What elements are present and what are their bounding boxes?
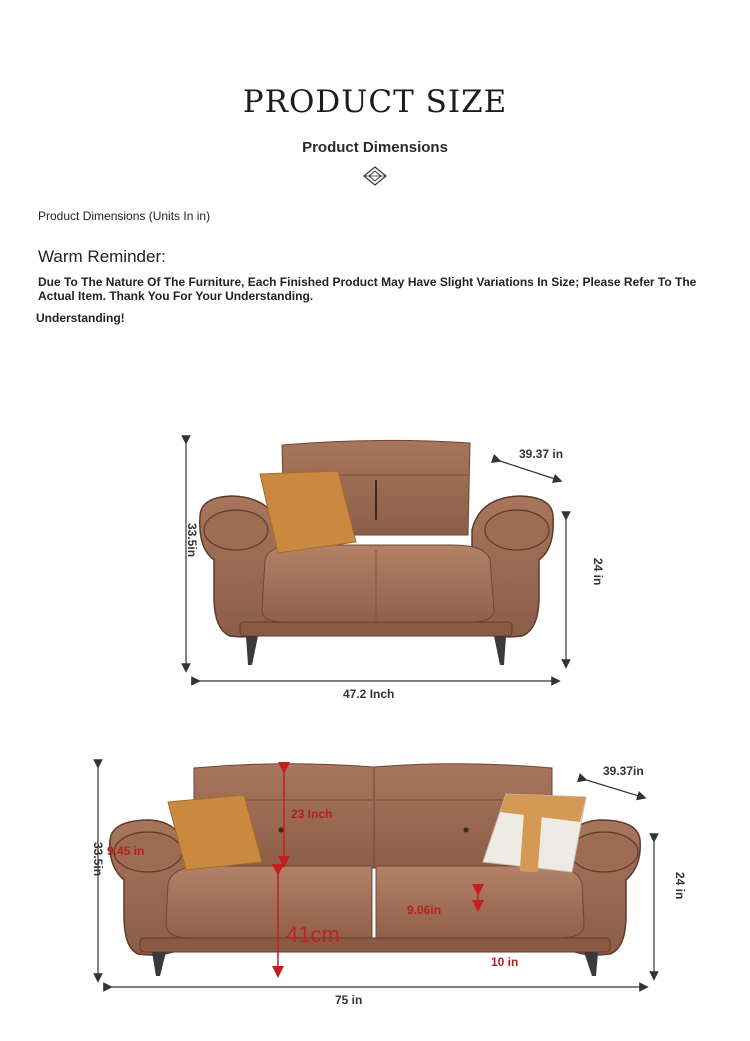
armchair-illustration [200, 440, 553, 665]
sofa-depth-label: 39.37in [603, 764, 644, 778]
sofa-arm-height-label: 24 in [673, 872, 687, 900]
chair-depth-label: 39.37 in [519, 447, 564, 461]
chair-width-label: 47.2 Inch [343, 687, 395, 701]
reminder-heading: Warm Reminder: [38, 247, 166, 266]
sofa-arm-width-label: 9.45 in [107, 844, 145, 858]
chair-seat-height-label: 24 in [591, 558, 605, 586]
sofa-height-label: 33.5in [91, 842, 105, 877]
page-subtitle: Product Dimensions [302, 139, 448, 156]
sofa-back-height-label: 23 Inch [291, 807, 333, 821]
reminder-trailing: Understanding! [36, 311, 125, 325]
sofa-width-label: 75 in [335, 993, 363, 1007]
reminder-text: Due To The Nature Of The Furniture, Each Finished Product May Have Slight Variations In Size; Please Refer To The Actual Item. Thank You For Your Understanding. [38, 275, 697, 303]
chair-height-label: 33.5in [185, 523, 199, 558]
page-title: PRODUCT SIZE [242, 84, 508, 120]
loveseat-illustration [110, 764, 640, 976]
sofa-cushion-thickness-label: 9.06in [407, 903, 442, 917]
units-note: Product Dimensions (Units In in) [38, 209, 211, 223]
sofa-leg-height-label: 10 in [491, 955, 519, 969]
sofa-seat-depth-label: 41cm [286, 922, 340, 947]
